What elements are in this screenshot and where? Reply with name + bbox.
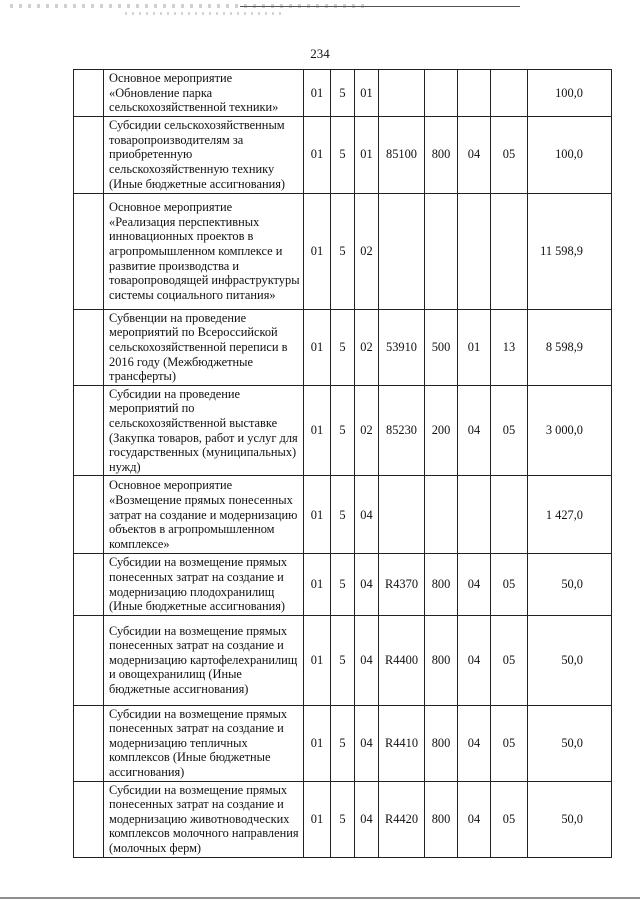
code-cell: 5 <box>331 705 355 781</box>
description-cell: Субвенции на проведение мероприятий по Всероссийской сельскохозяйственной переписи в 2016 году (Межбюджетные трансферты) <box>104 309 304 385</box>
table-row <box>74 705 612 781</box>
description-cell: Субсидии на возмещение прямых понесенных затрат на создание и модернизацию животноводческих комплексов молочного направления (молочных ферм) <box>104 781 304 857</box>
code-cell <box>491 70 528 117</box>
code-cell <box>379 70 425 117</box>
description-cell: Субсидии на возмещение прямых понесенных затрат на создание и модернизацию тепличных комплексов (Иные бюджетные ассигнования) <box>104 705 304 781</box>
description-cell: Основное мероприятие «Возмещение прямых понесенных затрат на создание и модернизацию объектов в агропромышленном комплексе» <box>104 476 304 554</box>
description-cell: Субсидии на возмещение прямых понесенных затрат на создание и модернизацию плодохранилищ (Иные бюджетные ассигнования) <box>104 554 304 615</box>
code-cell: 01 <box>355 70 379 117</box>
description-cell: Основное мероприятие «Реализация перспективных инновационных проектов в агропромышленном комплексе и развитие производства и товаропроводящей инфраструктуры системы социального питания» <box>104 193 304 309</box>
blank-cell <box>74 116 104 193</box>
amount-cell: 50,0 <box>528 615 612 705</box>
code-cell: 800 <box>425 705 458 781</box>
amount-cell: 100,0 <box>528 116 612 193</box>
code-cell: 04 <box>458 781 491 857</box>
code-cell: 01 <box>304 193 331 309</box>
code-cell: 01 <box>304 705 331 781</box>
description-cell: Субсидии на проведение мероприятий по сельскохозяйственной выставке (Закупка товаров, работ и услуг для государственных (муниципальных) нужд) <box>104 385 304 476</box>
code-cell: R4370 <box>379 554 425 615</box>
code-cell: 04 <box>355 705 379 781</box>
code-cell: 05 <box>491 781 528 857</box>
code-cell <box>458 476 491 554</box>
code-cell: 02 <box>355 385 379 476</box>
amount-cell: 50,0 <box>528 781 612 857</box>
table-row <box>74 309 612 385</box>
code-cell: 5 <box>331 193 355 309</box>
code-cell <box>379 476 425 554</box>
code-cell: 5 <box>331 476 355 554</box>
amount-cell: 50,0 <box>528 554 612 615</box>
code-cell: 04 <box>458 615 491 705</box>
description-cell: Основное мероприятие «Обновление парка сельскохозяйственной техники» <box>104 70 304 117</box>
blank-cell <box>74 781 104 857</box>
code-cell: R4420 <box>379 781 425 857</box>
code-cell: 04 <box>355 781 379 857</box>
amount-cell: 50,0 <box>528 705 612 781</box>
code-cell: 13 <box>491 309 528 385</box>
code-cell: 500 <box>425 309 458 385</box>
code-cell: 800 <box>425 116 458 193</box>
code-cell: 01 <box>355 116 379 193</box>
table-row <box>74 476 612 554</box>
table-row <box>74 615 612 705</box>
description-cell: Субсидии сельскохозяйственным товаропроизводителям за приобретенную сельскохозяйственную технику (Иные бюджетные ассигнования) <box>104 116 304 193</box>
code-cell: 5 <box>331 116 355 193</box>
code-cell: 02 <box>355 193 379 309</box>
code-cell: 05 <box>491 385 528 476</box>
code-cell <box>379 193 425 309</box>
code-cell: 5 <box>331 309 355 385</box>
code-cell <box>425 193 458 309</box>
code-cell: 01 <box>304 615 331 705</box>
scan-rule <box>240 6 520 7</box>
code-cell: 01 <box>304 781 331 857</box>
code-cell: 5 <box>331 554 355 615</box>
code-cell <box>425 70 458 117</box>
code-cell: 02 <box>355 309 379 385</box>
code-cell: 5 <box>331 385 355 476</box>
amount-cell: 8 598,9 <box>528 309 612 385</box>
page-number: 234 <box>310 46 330 61</box>
code-cell <box>458 70 491 117</box>
code-cell: 53910 <box>379 309 425 385</box>
code-cell: 05 <box>491 554 528 615</box>
table-row <box>74 385 612 476</box>
code-cell <box>491 193 528 309</box>
code-cell: 05 <box>491 615 528 705</box>
blank-cell <box>74 615 104 705</box>
code-cell: 04 <box>458 116 491 193</box>
code-cell: 01 <box>304 309 331 385</box>
code-cell: 04 <box>355 615 379 705</box>
table-row <box>74 116 612 193</box>
amount-cell: 1 427,0 <box>528 476 612 554</box>
code-cell: 85230 <box>379 385 425 476</box>
code-cell: 01 <box>458 309 491 385</box>
blank-cell <box>74 554 104 615</box>
scan-artifact <box>0 4 640 10</box>
table-row <box>74 781 612 857</box>
code-cell: 04 <box>355 476 379 554</box>
code-cell: 5 <box>331 70 355 117</box>
code-cell: 01 <box>304 70 331 117</box>
amount-cell: 3 000,0 <box>528 385 612 476</box>
scan-noise <box>125 12 285 15</box>
code-cell: 800 <box>425 554 458 615</box>
code-cell <box>425 476 458 554</box>
code-cell: 04 <box>458 554 491 615</box>
code-cell: 01 <box>304 554 331 615</box>
code-cell: R4400 <box>379 615 425 705</box>
code-cell: 05 <box>491 116 528 193</box>
code-cell: R4410 <box>379 705 425 781</box>
amount-cell: 100,0 <box>528 70 612 117</box>
blank-cell <box>74 476 104 554</box>
table-row <box>74 193 612 309</box>
blank-cell <box>74 385 104 476</box>
table-row <box>74 70 612 117</box>
code-cell: 800 <box>425 615 458 705</box>
description-cell: Субсидии на возмещение прямых понесенных затрат на создание и модернизацию картофелехранилищ и овощехранилищ (Иные бюджетные ассигнования) <box>104 615 304 705</box>
code-cell <box>458 193 491 309</box>
amount-cell: 11 598,9 <box>528 193 612 309</box>
code-cell: 04 <box>458 385 491 476</box>
scan-edge <box>0 897 640 899</box>
code-cell: 04 <box>458 705 491 781</box>
code-cell: 05 <box>491 705 528 781</box>
code-cell: 800 <box>425 781 458 857</box>
budget-table <box>73 69 612 858</box>
blank-cell <box>74 705 104 781</box>
table-row <box>74 554 612 615</box>
code-cell <box>491 476 528 554</box>
code-cell: 200 <box>425 385 458 476</box>
blank-cell <box>74 70 104 117</box>
code-cell: 01 <box>304 476 331 554</box>
code-cell: 01 <box>304 116 331 193</box>
blank-cell <box>74 309 104 385</box>
code-cell: 5 <box>331 781 355 857</box>
code-cell: 85100 <box>379 116 425 193</box>
code-cell: 01 <box>304 385 331 476</box>
blank-cell <box>74 193 104 309</box>
code-cell: 04 <box>355 554 379 615</box>
code-cell: 5 <box>331 615 355 705</box>
